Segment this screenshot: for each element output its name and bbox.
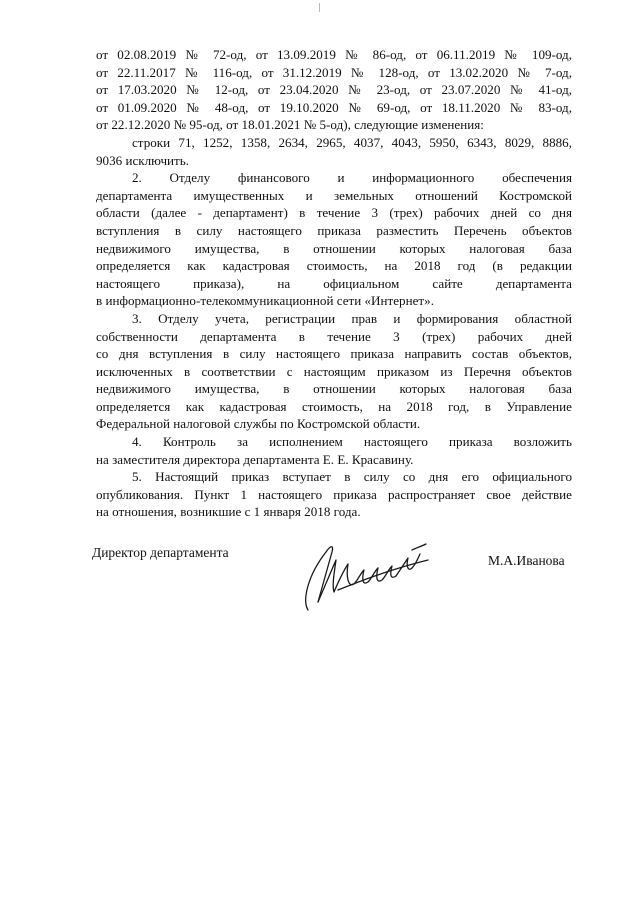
document-line: от 02.08.2019 № 72-од, от 13.09.2019 № 86-од, от 06.11.2019 № 109-од, xyxy=(96,47,572,62)
document-line: в информационно-телекоммуникационной сети «Интернет». xyxy=(96,293,434,309)
document-line: 9036 исключить. xyxy=(96,152,190,168)
document-line: на заместителя директора департамента Е. Е. Красавину. xyxy=(96,451,414,467)
document-line: департамента имущественных и земельных отношений Костромской xyxy=(96,187,572,203)
scan-mark xyxy=(319,3,320,12)
document-line: вступления в силу настоящего приказа разместить Перечень объектов xyxy=(96,222,572,238)
document-line: от 22.11.2017 № 116-од, от 31.12.2019 № 128-од, от 13.02.2020 № 7-од, xyxy=(96,64,572,80)
document-line: собственности департамента в течение 3 (трех) рабочих дней xyxy=(96,328,572,344)
document-line: 3. Отделу учета, регистрации прав и формирования областной xyxy=(132,310,572,326)
document-line: 2. Отделу финансового и информационного обеспечения xyxy=(132,170,572,186)
document-line: 4. Контроль за исполнением настоящего приказа возложить xyxy=(132,434,572,450)
document-line: 5. Настоящий приказ вступает в силу со дня его официального xyxy=(132,469,572,485)
document-line: от 01.09.2020 № 48-од, от 19.10.2020 № 69-од, от 18.11.2020 № 83-од, xyxy=(96,99,572,115)
document-line: области (далее - департамент) в течение 3 (трех) рабочих дней со дня xyxy=(96,205,572,221)
signatory-name: М.А.Иванова xyxy=(488,553,565,568)
document-line: настоящего приказа), на официальном сайте департамента xyxy=(96,275,572,291)
document-line: недвижимого имущества, в отношении которых налоговая база xyxy=(96,240,572,256)
document-line: от 17.03.2020 № 12-од, от 23.04.2020 № 23-од, от 23.07.2020 № 41-од, xyxy=(96,82,572,98)
document-line: со дня вступления в силу настоящего приказа направить состав объектов, xyxy=(96,346,572,362)
handwritten-signature xyxy=(278,530,438,620)
document-line: недвижимого имущества, в отношении которых налоговая база xyxy=(96,381,572,397)
document-line: исключенных в соответствии с настоящим приказом из Перечня объектов xyxy=(96,363,572,379)
document-line: от 22.12.2020 № 95-од, от 18.01.2021 № 5-од), следующие изменения: xyxy=(96,117,484,133)
document-line: Федеральной налоговой службы по Костромской области. xyxy=(96,416,421,432)
document-line: на отношения, возникшие с 1 января 2018 года. xyxy=(96,504,361,520)
document-line: определяется как кадастровая стоимость, на 2018 год, в Управление xyxy=(96,398,572,414)
signatory-title: Директор департамента xyxy=(92,545,229,560)
document-line: опубликования. Пункт 1 настоящего приказа распространяет свое действие xyxy=(96,486,572,502)
document-line: строки 71, 1252, 1358, 2634, 2965, 4037, 4043, 5950, 6343, 8029, 8886, xyxy=(132,134,572,150)
document-line: определяется как кадастровая стоимость, на 2018 год (в редакции xyxy=(96,258,572,274)
document-body xyxy=(96,46,572,521)
